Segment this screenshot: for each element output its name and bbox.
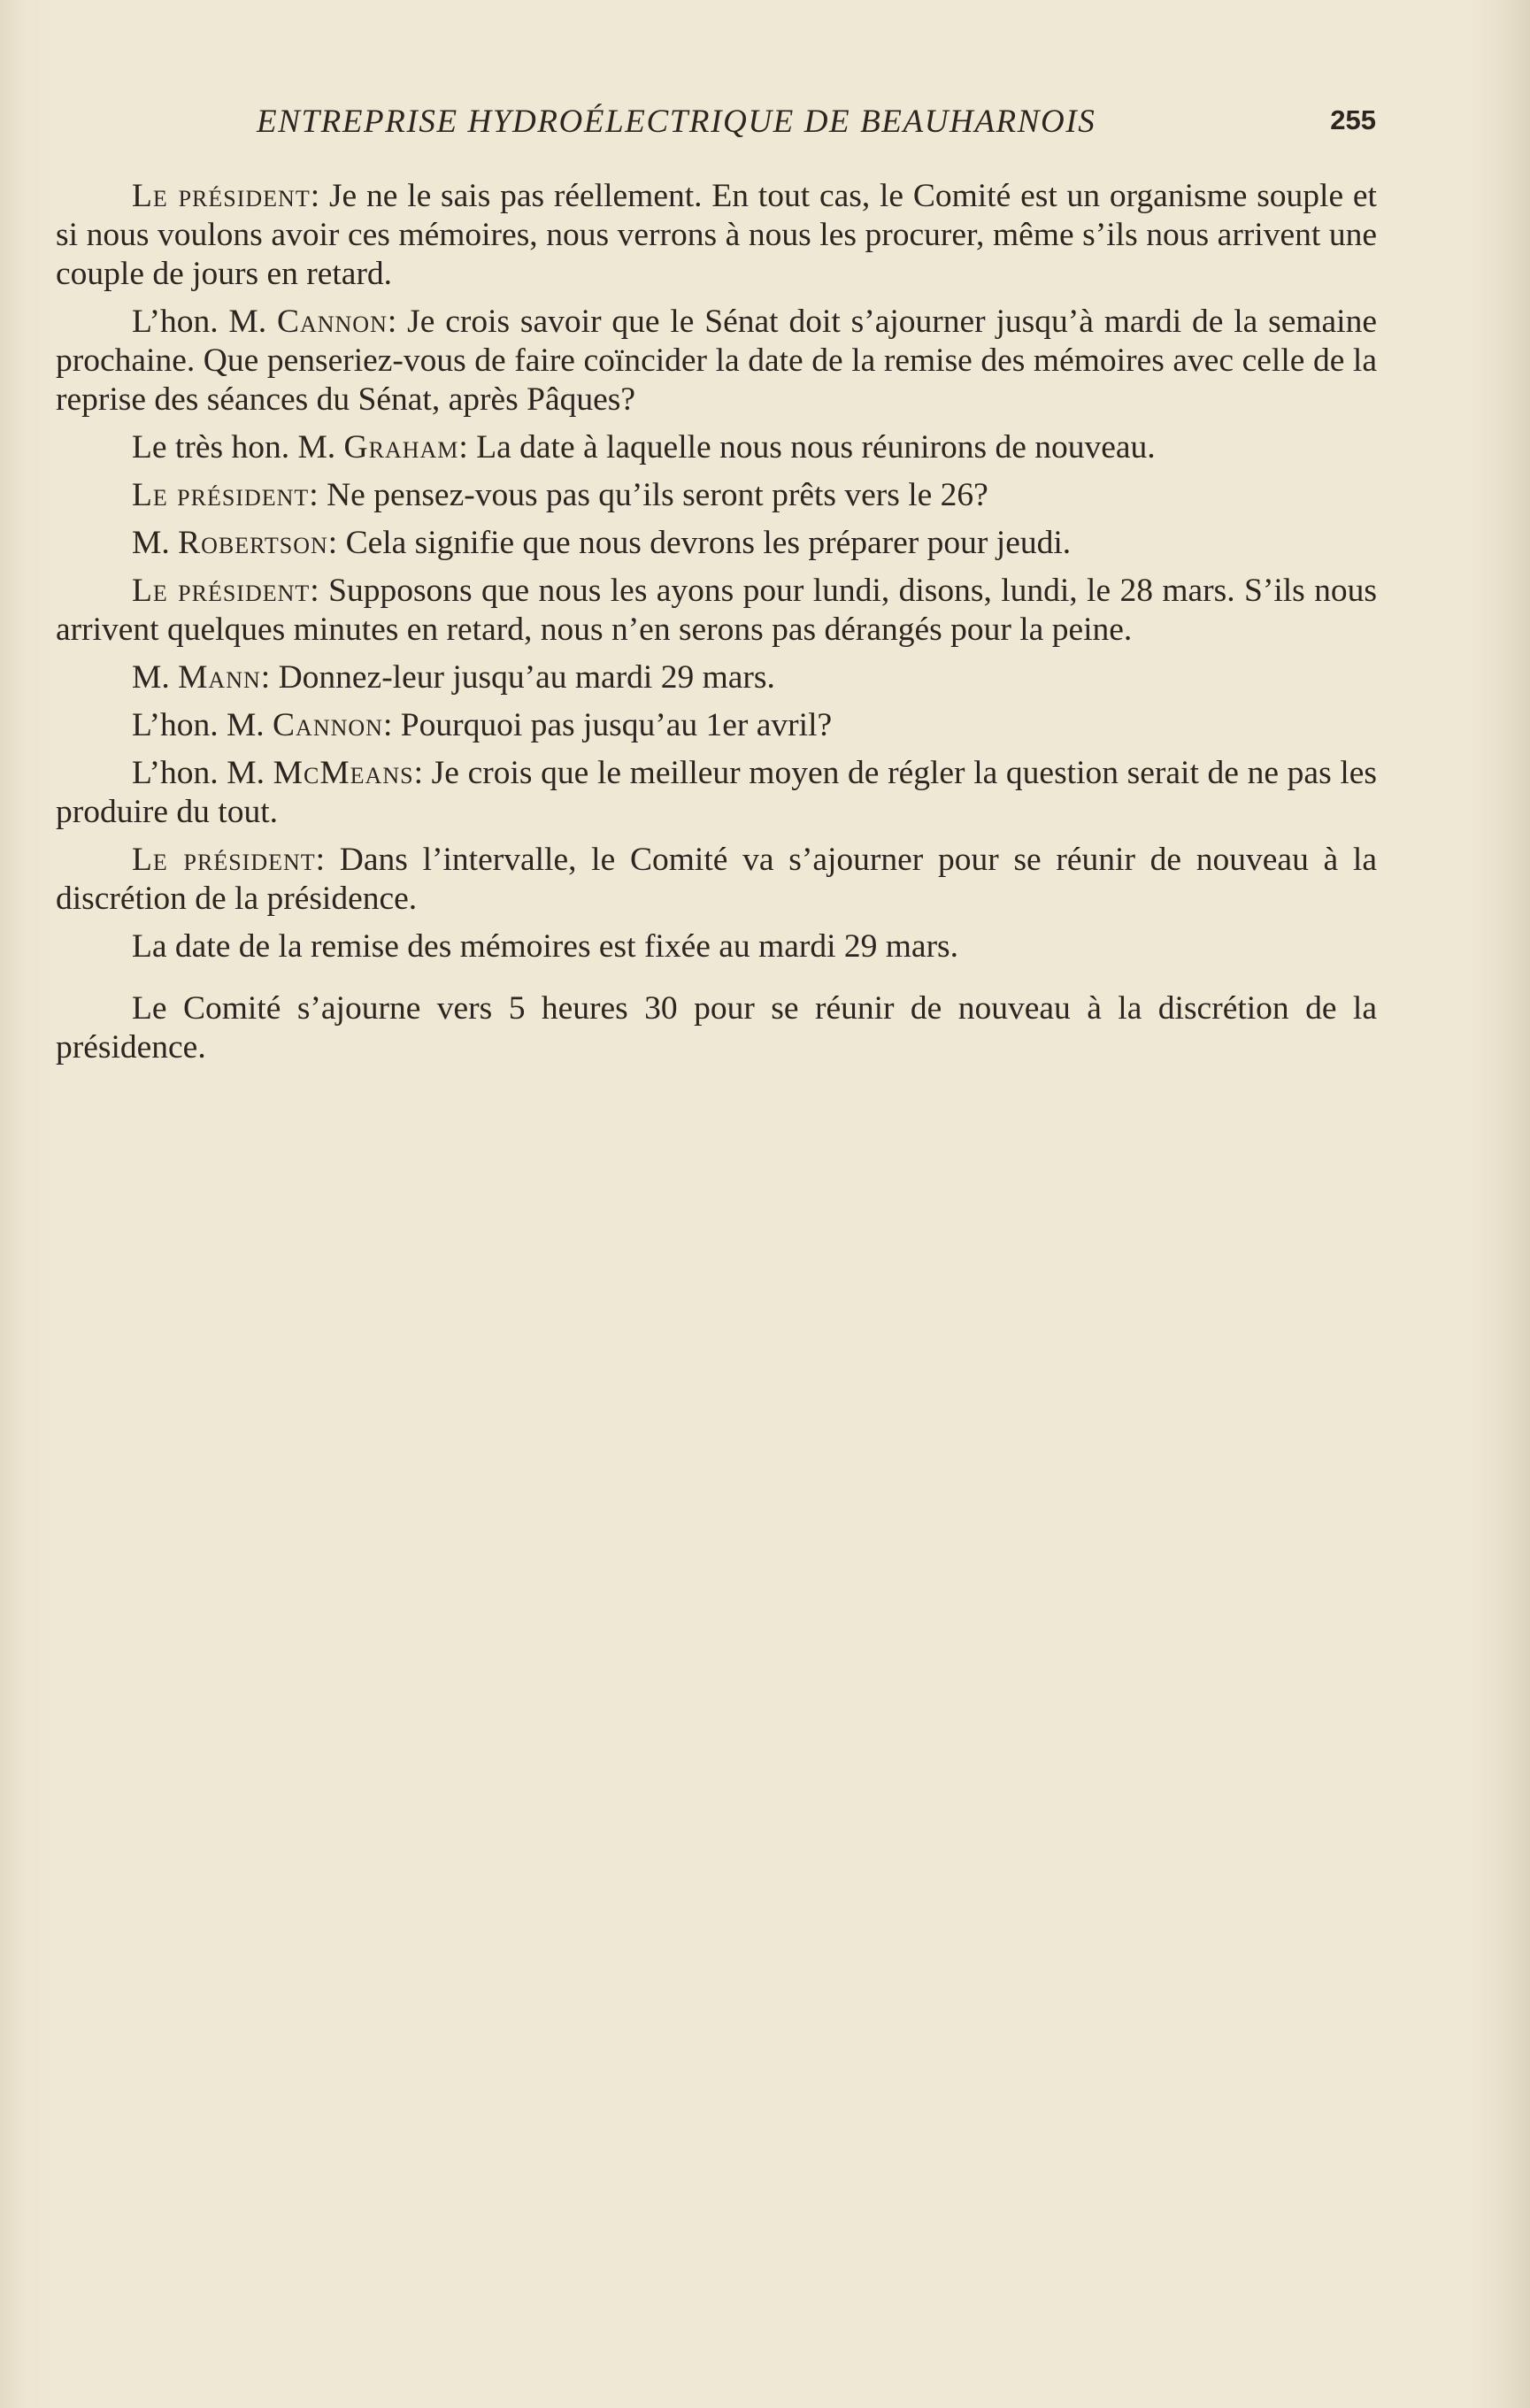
speaker-prefix: M.	[132, 525, 179, 561]
page-header	[257, 103, 1376, 149]
speaker-prefix: L’hon. M.	[132, 304, 277, 340]
speaker-name: Cannon	[276, 304, 388, 340]
paragraph	[56, 927, 1377, 966]
paragraph-text: : Ne pensez-vous pas qu’ils seront prêts vers le 26?	[309, 477, 988, 513]
paragraph-text: : Je crois que le meilleur moyen de régler la question serait de ne pas les produire du tout.	[56, 755, 1377, 830]
paragraph	[56, 428, 1377, 467]
paragraph-text: La date de la remise des mémoires est fixée au mardi 29 mars.	[132, 928, 959, 965]
paragraph	[56, 177, 1377, 294]
speaker-prefix: L’hon. M.	[132, 707, 273, 743]
speaker-name: Le président	[132, 573, 311, 609]
paragraph	[56, 841, 1377, 919]
paragraph	[56, 303, 1377, 419]
speaker-name: Robertson	[178, 525, 328, 561]
paragraph-text: : Supposons que nous les ayons pour lundi, disons, lundi, le 28 mars. S’ils nous arrivent quelques minutes en retard, nous n’en serons pas dérangés pour la peine.	[56, 573, 1377, 648]
paragraph-text: : La date à laquelle nous nous réunirons de nouveau.	[458, 429, 1156, 465]
transcript-body	[56, 177, 1377, 1076]
paragraph-text: : Je crois savoir que le Sénat doit s’ajourner jusqu’à mardi de la semaine prochaine. Que penseriez-vous de faire coïncider la date de la remise des mémoires avec celle de la reprise des séances du Sénat, après Pâques?	[56, 304, 1377, 418]
paragraph	[56, 524, 1377, 563]
paragraph-text: : Je ne le sais pas réellement. En tout cas, le Comité est un organisme souple et si nous voulons avoir ces mémoires, nous verrons à nous les procurer, même s’ils nous arrivent une couple de jours en retard.	[56, 178, 1377, 292]
paragraph	[56, 706, 1377, 745]
paragraph-text: : Cela signifie que nous devrons les préparer pour jeudi.	[327, 525, 1072, 561]
speaker-prefix: Le très hon. M.	[132, 429, 344, 465]
page-number: 255	[1330, 104, 1376, 135]
speaker-name: Le président	[132, 842, 316, 878]
paragraph-text: : Donnez-leur jusqu’au mardi 29 mars.	[260, 659, 775, 696]
speaker-name: Le président	[132, 178, 311, 214]
paragraph-text: : Dans l’intervalle, le Comité va s’ajourner pour se réunir de nouveau à la discrétion de la présidence.	[56, 842, 1377, 917]
speaker-name: Graham	[343, 429, 459, 465]
speaker-name: Le président	[132, 477, 310, 513]
closing-paragraph	[56, 989, 1377, 1067]
speaker-prefix: L’hon. M.	[132, 755, 273, 791]
speaker-prefix: M.	[132, 659, 179, 696]
speaker-name: Cannon	[273, 707, 383, 743]
speaker-name: McMeans	[273, 755, 414, 791]
running-title: ENTREPRISE HYDROÉLECTRIQUE DE BEAUHARNOIS	[257, 104, 1096, 140]
paragraph	[56, 572, 1377, 650]
paragraph-text: Le Comité s’ajourne vers 5 heures 30 pour se réunir de nouveau à la discrétion de la présidence.	[56, 990, 1377, 1066]
paragraph	[56, 754, 1377, 832]
paragraph	[56, 476, 1377, 515]
paragraph-text: : Pourquoi pas jusqu’au 1er avril?	[382, 707, 833, 743]
paragraph	[56, 658, 1377, 697]
speaker-name: Mann	[178, 659, 261, 696]
